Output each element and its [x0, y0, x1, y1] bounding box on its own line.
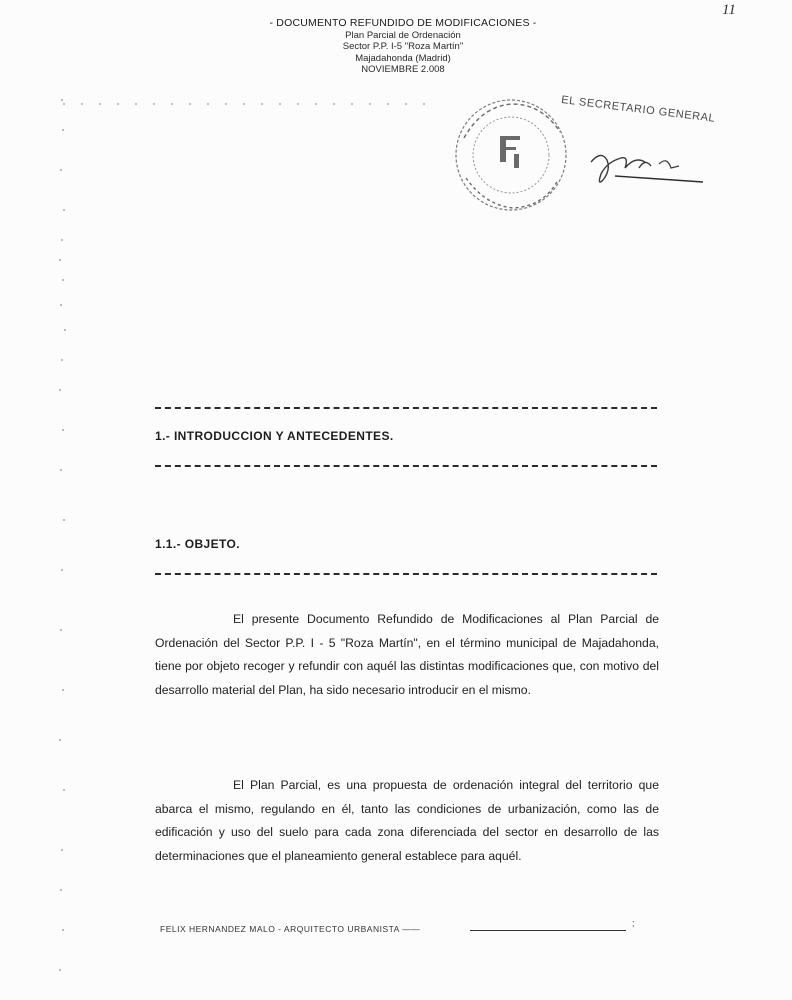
subsection-heading: 1.1.- OBJETO. [155, 537, 241, 551]
document-header [250, 18, 556, 76]
section-rule-bottom [155, 465, 657, 467]
page-number: 11 [722, 2, 736, 18]
official-seal-stamp [452, 96, 570, 214]
subsection-rule [155, 573, 657, 575]
body-paragraph-2: El Plan Parcial, es una propuesta de ordenación integral del territorio que abarca el mismo, regulando en él, tanto las condiciones de urbanización, como las de edificación y uso del suelo para cada zona diferenciada del sector en desarrollo de las determinaciones que el planeamiento general establece para aquél. [155, 778, 659, 863]
body-paragraph-1: El presente Documento Refundido de Modificaciones al Plan Parcial de Ordenación del Sector P.P. I - 5 "Roza Martín", en el término municipal de Majadahonda, tiene por objeto recoger y refundir con aquél las distintas modificaciones que, con motivo del desarrollo material del Plan, ha sido necesario introducir en el mismo. [155, 612, 659, 697]
header-sector-line: Sector P.P. I-5 "Roza Martín" [342, 41, 464, 52]
scan-artifact-dots-top [60, 100, 460, 108]
secretary-signature-label: EL SECRETARIO GENERAL [560, 94, 716, 125]
handwritten-signature [585, 140, 705, 190]
header-municipality-line: Majadahonda (Madrid) [355, 52, 451, 64]
scan-artifact-dots-left [56, 90, 70, 990]
header-date-line: NOVIEMBRE 2.008 [361, 64, 445, 75]
section-heading: 1.- INTRODUCCION Y ANTECEDENTES. [155, 429, 394, 443]
footer-mark: ; [632, 918, 635, 928]
header-title: - DOCUMENTO REFUNDIDO DE MODIFICACIONES - [269, 17, 537, 29]
header-plan-line: Plan Parcial de Ordenación [345, 29, 461, 41]
footer-rule [470, 930, 626, 931]
section-rule-top [155, 407, 657, 409]
footer-author: FELIX HERNANDEZ MALO - ARQUITECTO URBANISTA —— [160, 924, 421, 934]
